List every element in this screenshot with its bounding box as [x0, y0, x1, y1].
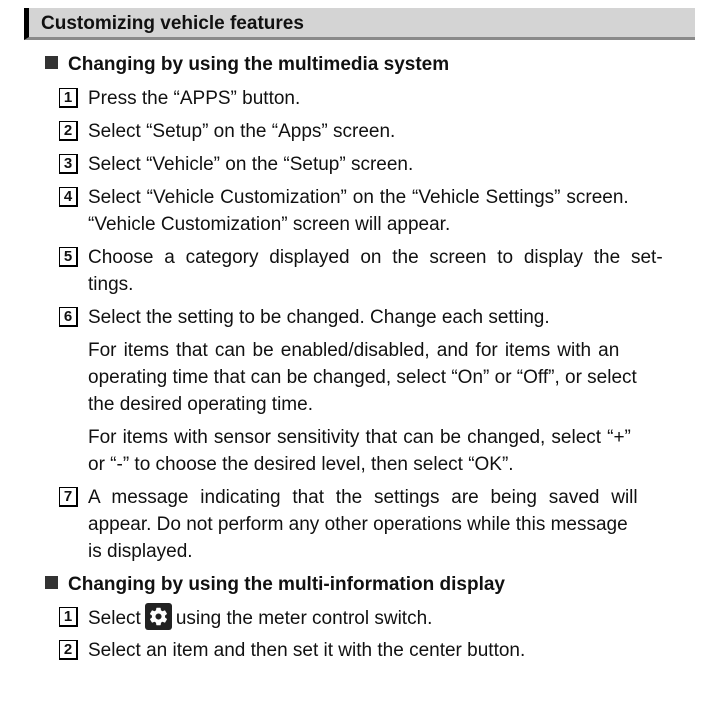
step-number-badge: 3	[59, 154, 78, 174]
step-text: Select “Vehicle Customization” on the “Vehicle Settings” screen.	[88, 187, 629, 208]
step-number-badge: 1	[59, 607, 78, 627]
paragraph-text: or “-” to choose the desired level, then select “OK”.	[88, 454, 514, 475]
section-title: Changing by using the multimedia system	[68, 54, 450, 75]
section-heading-multimedia	[45, 54, 449, 76]
step-text: A message indicating that the settings are being saved will	[88, 487, 638, 508]
square-bullet-icon	[45, 56, 58, 69]
step-number-badge: 6	[59, 307, 78, 327]
step-number-badge: 2	[59, 121, 78, 141]
step-text: tings.	[88, 274, 134, 295]
square-bullet-icon	[45, 576, 58, 589]
step-number-badge: 4	[59, 187, 78, 207]
step-text: Choose a category displayed on the screen to display the set-	[88, 247, 663, 268]
step-number-badge: 2	[59, 640, 78, 660]
step-text: “Vehicle Customization” screen will appear.	[88, 214, 451, 235]
gear-icon	[145, 603, 172, 630]
paragraph-text: the desired operating time.	[88, 394, 313, 415]
step-text-after-icon: using the meter control switch.	[175, 608, 433, 629]
step-text: Select an item and then set it with the center button.	[88, 640, 526, 661]
step-text: Select “Vehicle” on the “Setup” screen.	[88, 154, 414, 175]
step-number-badge: 5	[59, 247, 78, 267]
step-text: Select the setting to be changed. Change each setting.	[88, 307, 550, 328]
section-heading-multi-information-display	[45, 574, 505, 596]
step-text: Press the “APPS” button.	[88, 88, 301, 109]
paragraph-text: For items with sensor sensitivity that can be changed, select “+”	[88, 427, 631, 448]
section-title: Changing by using the multi-information display	[68, 574, 505, 595]
step-text: is displayed.	[88, 541, 193, 562]
step-text-before-icon: Select	[88, 608, 141, 629]
step-number-badge: 1	[59, 88, 78, 108]
page-title: Customizing vehicle features	[41, 13, 304, 34]
step-number-badge: 7	[59, 487, 78, 507]
step-text	[88, 603, 432, 632]
paragraph-text: For items that can be enabled/disabled, and for items with an	[88, 340, 620, 361]
step-text: Select “Setup” on the “Apps” screen.	[88, 121, 396, 142]
section-header-bar	[24, 8, 695, 40]
paragraph-text: operating time that can be changed, select “On” or “Off”, or select	[88, 367, 637, 388]
step-text: appear. Do not perform any other operations while this message	[88, 514, 628, 535]
